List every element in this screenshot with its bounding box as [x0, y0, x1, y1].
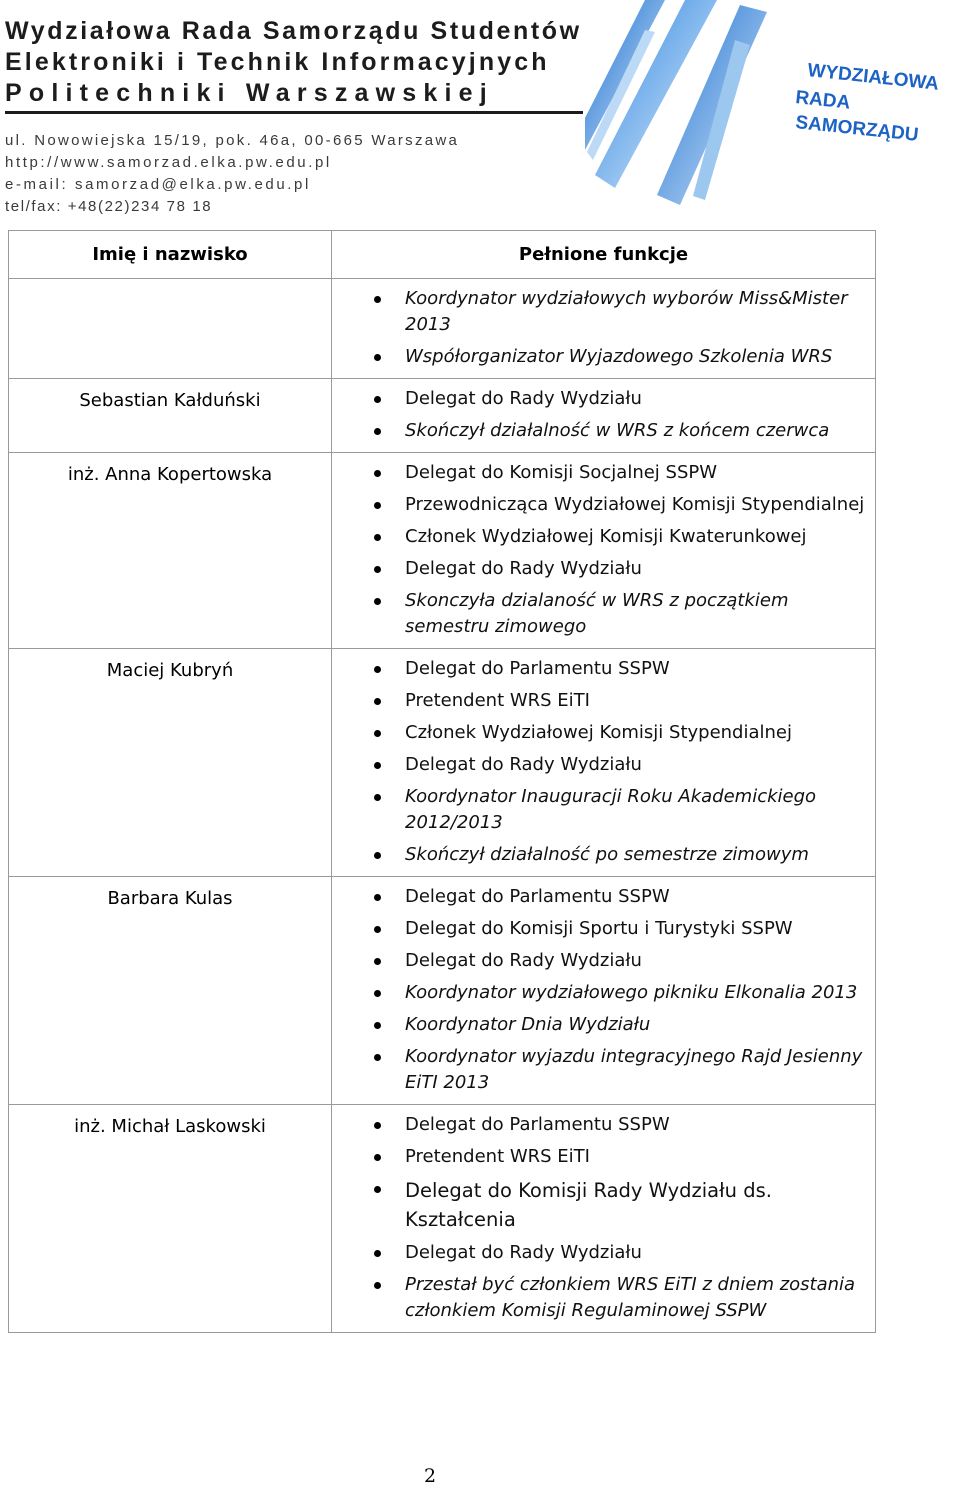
- table-row: [9, 379, 876, 453]
- contact-website: http://www.samorzad.elka.pw.edu.pl: [5, 154, 332, 171]
- function-item: Przewodnicząca Wydziałowej Komisji Stypendialnej: [332, 492, 875, 518]
- functions-list: [332, 1105, 875, 1332]
- function-item: Skończył działalność po semestrze zimowym: [332, 842, 875, 868]
- functions-list: [332, 453, 875, 648]
- contact-address: ul. Nowowiejska 15/19, pok. 46a, 00-665 Warszawa: [5, 132, 460, 149]
- letterhead: [0, 0, 960, 230]
- functions-cell: [332, 649, 876, 877]
- function-item: Delegat do Komisji Socjalnej SSPW: [332, 460, 875, 486]
- function-item: Delegat do Rady Wydziału: [332, 556, 875, 582]
- function-item: Koordynator wydziałowego pikniku Elkonalia 2013: [332, 980, 875, 1006]
- logo-text-line-1: WYDZIAŁOWA: [806, 60, 940, 95]
- table-row: [9, 649, 876, 877]
- wrs-logo: [585, 0, 960, 225]
- functions-list: [332, 877, 875, 1104]
- functions-cell: [332, 453, 876, 649]
- function-item: Delegat do Parlamentu SSPW: [332, 656, 875, 682]
- table-row: [9, 877, 876, 1105]
- column-header-name: Imię i nazwisko: [9, 231, 332, 279]
- wrs-logo-graphic: [585, 0, 960, 225]
- functions-cell: [332, 877, 876, 1105]
- function-item: Przestał być członkiem WRS EiTI z dniem zostania członkiem Komisji Regulaminowej SSPW: [332, 1272, 875, 1324]
- org-name-line-2: Elektroniki i Technik Informacyjnych: [5, 48, 550, 76]
- function-item: Delegat do Komisji Rady Wydziału ds. Kształcenia: [332, 1176, 875, 1234]
- person-name: Sebastian Kałduński: [9, 379, 332, 453]
- function-item: Skonczyła dzialaność w WRS z początkiem semestru zimowego: [332, 588, 875, 640]
- function-item: Delegat do Komisji Sportu i Turystyki SSPW: [332, 916, 875, 942]
- function-item: Współorganizator Wyjazdowego Szkolenia WRS: [332, 344, 875, 370]
- function-item: Koordynator wyjazdu integracyjnego Rajd Jesienny EiTI 2013: [332, 1044, 875, 1096]
- contact-phone: tel/fax: +48(22)234 78 18: [5, 198, 213, 215]
- table-body: [9, 279, 876, 1333]
- function-item: Delegat do Rady Wydziału: [332, 386, 875, 412]
- person-name: [9, 279, 332, 379]
- functions-list: [332, 379, 875, 452]
- page-number: 2: [423, 1465, 437, 1487]
- function-item: Koordynator Inauguracji Roku Akademickiego 2012/2013: [332, 784, 875, 836]
- logo-text-line-2: RADA: [794, 87, 852, 114]
- column-header-functions: Pełnione funkcje: [332, 231, 876, 279]
- title-underline: [5, 111, 583, 114]
- org-name-line-1: Wydziałowa Rada Samorządu Studentów: [5, 17, 582, 45]
- function-item: Delegat do Rady Wydziału: [332, 948, 875, 974]
- person-name: inż. Michał Laskowski: [9, 1105, 332, 1333]
- function-item: Członek Wydziałowej Komisji Kwaterunkowej: [332, 524, 875, 550]
- table-row: [9, 279, 876, 379]
- organization-name: [5, 16, 585, 109]
- person-name: Barbara Kulas: [9, 877, 332, 1105]
- table-row: [9, 1105, 876, 1333]
- table-header-row: [9, 231, 876, 279]
- function-item: Delegat do Rady Wydziału: [332, 1240, 875, 1266]
- person-name: Maciej Kubryń: [9, 649, 332, 877]
- function-item: Delegat do Rady Wydziału: [332, 752, 875, 778]
- functions-cell: [332, 379, 876, 453]
- roles-table: [8, 230, 876, 1333]
- function-item: Koordynator wydziałowych wyborów Miss&Mister 2013: [332, 286, 875, 338]
- functions-list: [332, 279, 875, 378]
- function-item: Skończył działalność w WRS z końcem czerwca: [332, 418, 875, 444]
- function-item: Delegat do Parlamentu SSPW: [332, 884, 875, 910]
- functions-cell: [332, 279, 876, 379]
- person-name: inż. Anna Kopertowska: [9, 453, 332, 649]
- contact-email: e-mail: samorzad@elka.pw.edu.pl: [5, 176, 311, 193]
- function-item: Członek Wydziałowej Komisji Stypendialnej: [332, 720, 875, 746]
- logo-text-line-3: SAMORZĄDU: [794, 112, 920, 146]
- contact-block: [5, 130, 459, 218]
- table-row: [9, 453, 876, 649]
- org-name-line-3: Politechniki Warszawskiej: [5, 79, 494, 107]
- function-item: Pretendent WRS EiTI: [332, 1144, 875, 1170]
- functions-list: [332, 649, 875, 876]
- functions-cell: [332, 1105, 876, 1333]
- function-item: Koordynator Dnia Wydziału: [332, 1012, 875, 1038]
- function-item: Pretendent WRS EiTI: [332, 688, 875, 714]
- function-item: Delegat do Parlamentu SSPW: [332, 1112, 875, 1138]
